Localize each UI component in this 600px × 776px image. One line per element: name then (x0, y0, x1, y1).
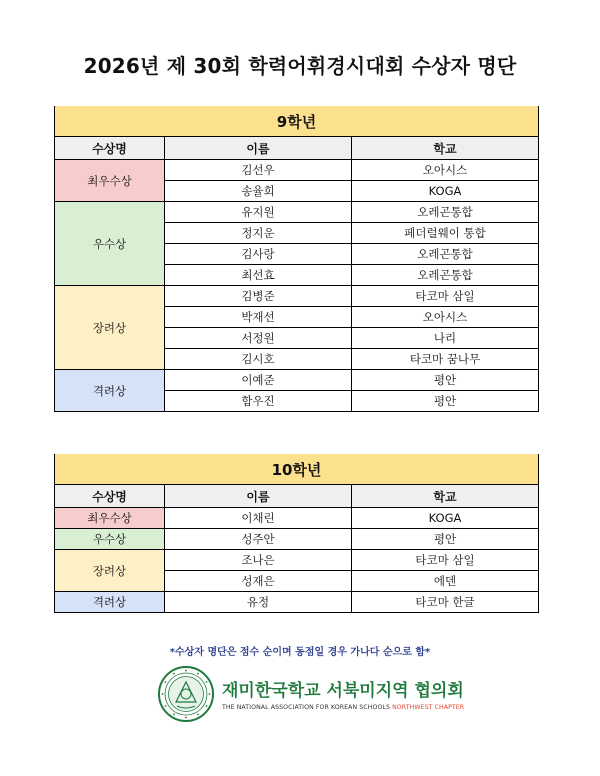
header-school: 학교 (352, 137, 539, 160)
name-cell: 조나은 (165, 550, 352, 571)
school-cell: 오아시스 (352, 160, 539, 181)
award-cell: 격려상 (55, 592, 165, 613)
grade-label: 9학년 (55, 106, 539, 137)
school-cell: 오레곤통합 (352, 244, 539, 265)
table-row (55, 550, 539, 571)
table-row (55, 160, 539, 181)
table-row (55, 286, 539, 307)
name-cell: 최선효 (165, 265, 352, 286)
header-award: 수상명 (55, 137, 165, 160)
school-cell: 타코마 삼일 (352, 550, 539, 571)
name-cell: 이채린 (165, 508, 352, 529)
organization-english-name (222, 704, 464, 711)
grade-label: 10학년 (55, 454, 539, 485)
school-cell: 에덴 (352, 571, 539, 592)
header-name: 이름 (165, 485, 352, 508)
association-seal-icon (158, 666, 214, 722)
school-cell: 평안 (352, 391, 539, 412)
school-cell: 오레곤통합 (352, 265, 539, 286)
name-cell: 이예준 (165, 370, 352, 391)
grade9-body (55, 106, 539, 412)
name-cell: 함우진 (165, 391, 352, 412)
organization-name: 재미한국학교 서북미지역 협의회 (222, 681, 464, 701)
grade10-body (55, 454, 539, 613)
award-cell: 우수상 (55, 202, 165, 286)
school-cell: 페더럴웨이 통합 (352, 223, 539, 244)
table-row (55, 529, 539, 550)
name-cell: 송율희 (165, 181, 352, 202)
footnote: *수상자 명단은 점수 순이며 동점일 경우 가나다 순으로 함* (169, 647, 431, 658)
school-cell: 나리 (352, 328, 539, 349)
name-cell: 서정원 (165, 328, 352, 349)
award-cell: 최우수상 (55, 508, 165, 529)
school-cell: 타코마 꿈나무 (352, 349, 539, 370)
award-cell: 우수상 (55, 529, 165, 550)
name-cell: 김시호 (165, 349, 352, 370)
page-title: 2026년 제 30회 학력어휘경시대회 수상자 명단 (83, 54, 517, 78)
table-row (55, 592, 539, 613)
header-name: 이름 (165, 137, 352, 160)
table-row (55, 370, 539, 391)
name-cell: 유지원 (165, 202, 352, 223)
school-cell: 타코마 삼일 (352, 286, 539, 307)
school-cell: 타코마 한글 (352, 592, 539, 613)
name-cell: 유정 (165, 592, 352, 613)
grade10-table (54, 454, 539, 613)
organization-english-main: THE NATIONAL ASSOCIATION FOR KOREAN SCHOOLS (222, 704, 393, 711)
table-row (55, 202, 539, 223)
award-cell: 격려상 (55, 370, 165, 412)
name-cell: 박재선 (165, 307, 352, 328)
organization-english-accent: NORTHWEST CHAPTER (392, 704, 465, 711)
name-cell: 김선우 (165, 160, 352, 181)
grade9-table (54, 106, 539, 412)
name-cell: 성주안 (165, 529, 352, 550)
school-cell: 평안 (352, 529, 539, 550)
name-cell: 김병준 (165, 286, 352, 307)
header-school: 학교 (352, 485, 539, 508)
award-cell: 장려상 (55, 550, 165, 592)
organization-logo-block (158, 666, 465, 726)
school-cell: KOGA (352, 508, 539, 529)
school-cell: 오아시스 (352, 307, 539, 328)
name-cell: 성재은 (165, 571, 352, 592)
award-cell: 장려상 (55, 286, 165, 370)
name-cell: 정지운 (165, 223, 352, 244)
school-cell: KOGA (352, 181, 539, 202)
school-cell: 오레곤통합 (352, 202, 539, 223)
award-cell: 최우수상 (55, 160, 165, 202)
table-row (55, 508, 539, 529)
school-cell: 평안 (352, 370, 539, 391)
header-award: 수상명 (55, 485, 165, 508)
name-cell: 김사랑 (165, 244, 352, 265)
